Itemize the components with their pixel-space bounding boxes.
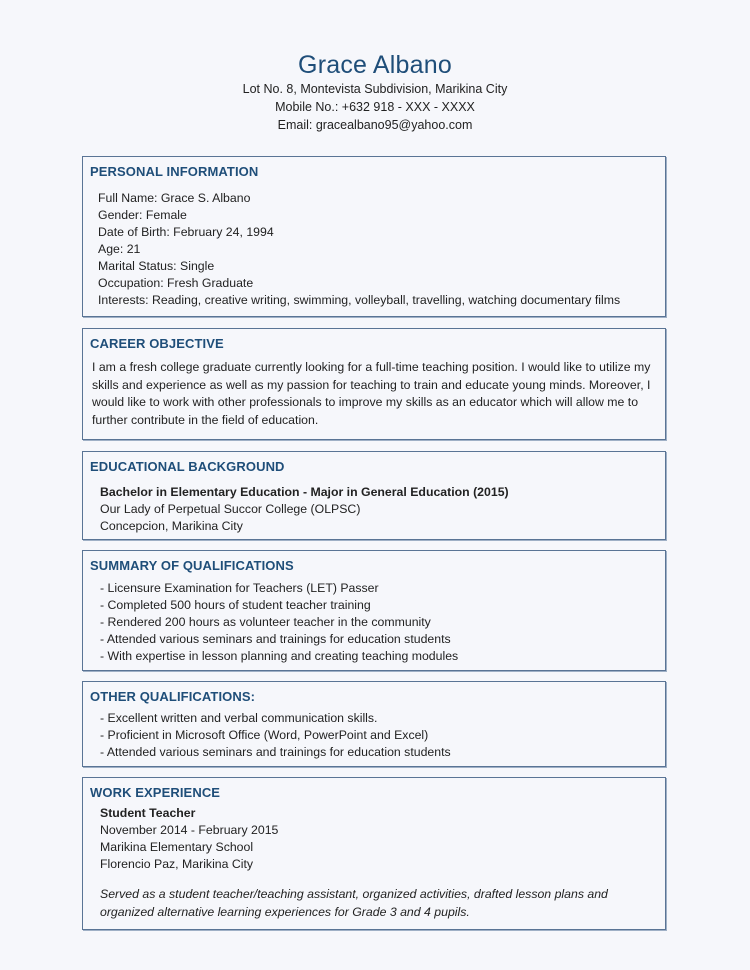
email: Email: gracealbano95@yahoo.com <box>277 118 473 132</box>
qualification-item: - Attended various seminars and trainings for education students <box>100 632 451 646</box>
date-of-birth: Date of Birth: February 24, 1994 <box>98 225 274 239</box>
qualification-item: - Licensure Examination for Teachers (LET) Passer <box>100 581 379 595</box>
qualification-item: - Proficient in Microsoft Office (Word, PowerPoint and Excel) <box>100 728 429 742</box>
objective-text: I am a fresh college graduate currently looking for a full-time teaching position. I would like to utilize my skills and experience as well as my passion for teaching to train and educate young minds. Moreover, I would like to work with other professionals to improve my skills as an educator which will allow me to further contribute in the field of education. <box>92 360 651 427</box>
degree: Bachelor in Elementary Education - Major in General Education (2015) <box>100 485 509 499</box>
job-position: Student Teacher <box>100 806 196 820</box>
full-name: Full Name: Grace S. Albano <box>98 191 251 205</box>
job-description: Served as a student teacher/teaching assistant, organized activities, drafted lesson plans and organized alternative learning experiences for Grade 3 and 4 pupils. <box>100 887 608 919</box>
section-title: EDUCATIONAL BACKGROUND <box>90 459 285 474</box>
section-title: CAREER OBJECTIVE <box>90 336 224 351</box>
work-experience-section <box>82 777 666 930</box>
occupation: Occupation: Fresh Graduate <box>98 276 254 290</box>
age: Age: 21 <box>98 242 141 256</box>
career-objective-section <box>82 328 666 440</box>
qualification-item: - Completed 500 hours of student teacher training <box>100 598 371 612</box>
qualification-item: - Excellent written and verbal communication skills. <box>100 711 378 725</box>
qualification-item: - With expertise in lesson planning and creating teaching modules <box>100 649 459 663</box>
gender: Gender: Female <box>98 208 187 222</box>
section-title: SUMMARY OF QUALIFICATIONS <box>90 558 294 573</box>
interests: Interests: Reading, creative writing, swimming, volleyball, travelling, watching documentary films <box>98 293 621 307</box>
applicant-name: Grace Albano <box>298 51 452 79</box>
qualification-item: - Attended various seminars and trainings for education students <box>100 745 451 759</box>
job-dates: November 2014 - February 2015 <box>100 823 279 837</box>
school: Our Lady of Perpetual Succor College (OLPSC) <box>100 502 361 516</box>
marital-status: Marital Status: Single <box>98 259 215 273</box>
employer-location: Florencio Paz, Marikina City <box>100 857 254 871</box>
resume-header <box>0 50 750 134</box>
other-qualifications-section <box>82 681 666 767</box>
section-title: WORK EXPERIENCE <box>90 785 221 800</box>
section-title: OTHER QUALIFICATIONS: <box>90 689 256 704</box>
employer: Marikina Elementary School <box>100 840 254 854</box>
qualification-item: - Rendered 200 hours as volunteer teacher in the community <box>100 615 431 629</box>
personal-information-section <box>82 156 666 317</box>
educational-background-section <box>82 451 666 540</box>
section-title: PERSONAL INFORMATION <box>90 164 259 179</box>
summary-of-qualifications-section <box>82 550 666 671</box>
mobile-number: Mobile No.: +632 918 - XXX - XXXX <box>275 100 475 114</box>
school-location: Concepcion, Marikina City <box>100 519 243 533</box>
address: Lot No. 8, Montevista Subdivision, Marikina City <box>242 82 508 96</box>
